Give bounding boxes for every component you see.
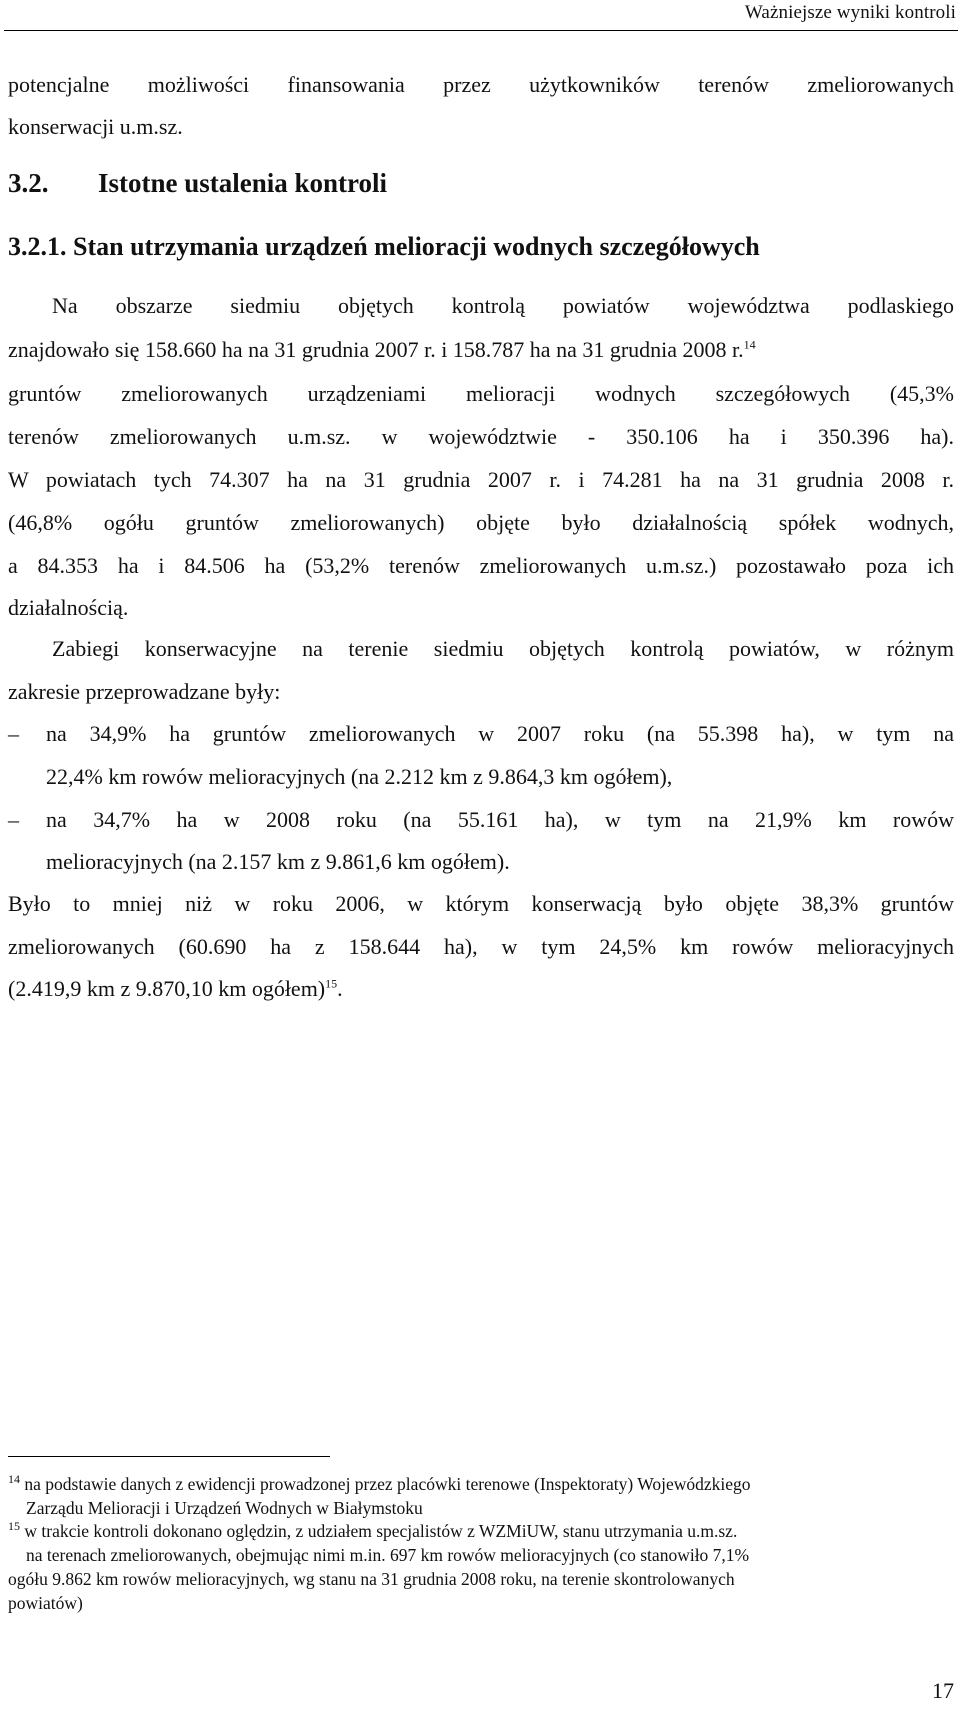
intro-line-2: konserwacji u.m.sz. [8,114,183,139]
paragraph-1-line-5: W powiatach tych 74.307 ha na 31 grudnia 2007 r. i 74.281 ha na 31 grudnia 2008 r. [8,467,954,492]
section-title: Istotne ustalenia kontroli [98,168,388,198]
paragraph-1-line-1: Na obszarze siedmiu objętych kontrolą powiatów województwa podlaskiego [52,293,954,318]
paragraph-3-line-2: zmeliorowanych (60.690 ha z 158.644 ha), w tym 24,5% km rowów melioracyjnych [8,934,954,959]
list-item-2-line-2: melioracyjnych (na 2.157 km z 9.861,6 km ogółem). [46,849,510,874]
paragraph-2-line-1: Zabiegi konserwacyjne na terenie siedmiu objętych kontrolą powiatów, w różnym [52,636,954,661]
list-dash-2: – [8,807,19,832]
paragraph-2-line-2: zakresie przeprowadzane były: [8,679,281,704]
page-number: 17 [932,1678,954,1703]
paragraph-1-line-3: gruntów zmeliorowanych urządzeniami melioracji wodnych szczegółowych (45,3% [8,381,954,406]
footnote-15-line-4: powiatów) [8,1593,83,1613]
footnote-14-line-1: $^{14}$ na podstawie danych z ewidencji prowadzonej przez placówki terenowe (Inspektoraty) Wojewódzkiego [8,1472,751,1494]
footnote-ref-14[interactable]: 14 [743,337,756,352]
footnote-15-line-2: na terenach zmeliorowanych, obejmując nimi m.in. 697 km rowów melioracyjnych (co stanowiło 7,1% [26,1545,750,1565]
list-item-1-line-2: 22,4% km rowów melioracyjnych (na 2.212 km z 9.864,3 km ogółem), [46,764,673,789]
footnote-14-line-2: Zarządu Melioracji i Urządzeń Wodnych w Białymstoku [26,1498,423,1518]
running-header: Ważniejsze wyniki kontroli [744,2,956,23]
paragraph-3-line-1: Było to mniej niż w roku 2006, w którym konserwacją było objęte 38,3% gruntów [8,891,954,916]
list-item-2-line-1: na 34,7% ha w 2008 roku (na 55.161 ha), w tym na 21,9% km rowów [46,807,954,832]
subsection-number: 3.2.1. [8,232,67,261]
footnote-ref-15[interactable]: 15 [325,976,338,991]
paragraph-1-line-2: znajdowało się 158.660 ha na 31 grudnia 2007 r. i 158.787 ha na 31 grudnia 2008 r.$^{14}$ [8,337,756,362]
header-rule [4,30,958,31]
subsection-heading [8,232,954,262]
list-item-1-line-1: na 34,9% ha gruntów zmeliorowanych w 2007 roku (na 55.398 ha), w tym na [46,721,954,746]
paragraph-1-line-7: a 84.353 ha i 84.506 ha (53,2% terenów zmeliorowanych u.m.sz.) pozostawało poza ich [8,553,954,578]
footnote-15-line-1: $^{15}$ w trakcie kontroli dokonano oględzin, z udziałem specjalistów z WZMiUW, stanu utrzymania u.m.sz. [8,1519,738,1541]
paragraph-1-line-8: działalnością. [8,595,129,620]
subsection-title: Stan utrzymania urządzeń melioracji wodnych szczegółowych [73,232,760,261]
section-heading [8,168,954,199]
paragraph-1-line-4: terenów zmeliorowanych u.m.sz. w województwie - 350.106 ha i 350.396 ha). [8,424,954,449]
footnote-15-line-3: ogółu 9.862 km rowów melioracyjnych, wg stanu na 31 grudnia 2008 roku, na terenie skontrolowanych [8,1569,735,1589]
list-dash-1: – [8,721,19,746]
paragraph-3-line-3: (2.419,9 km z 9.870,10 km ogółem)$^{15}$. [8,976,343,1001]
footnote-14-number: 14 [8,1472,20,1487]
paragraph-1-line-6: (46,8% ogółu gruntów zmeliorowanych) objęte było działalnością spółek wodnych, [8,510,954,535]
intro-line-1: potencjalne możliwości finansowania przez użytkowników terenów zmeliorowanych [8,72,954,97]
section-number: 3.2. [8,168,49,198]
footnote-separator [8,1456,330,1457]
footnote-15-number: 15 [8,1519,20,1534]
